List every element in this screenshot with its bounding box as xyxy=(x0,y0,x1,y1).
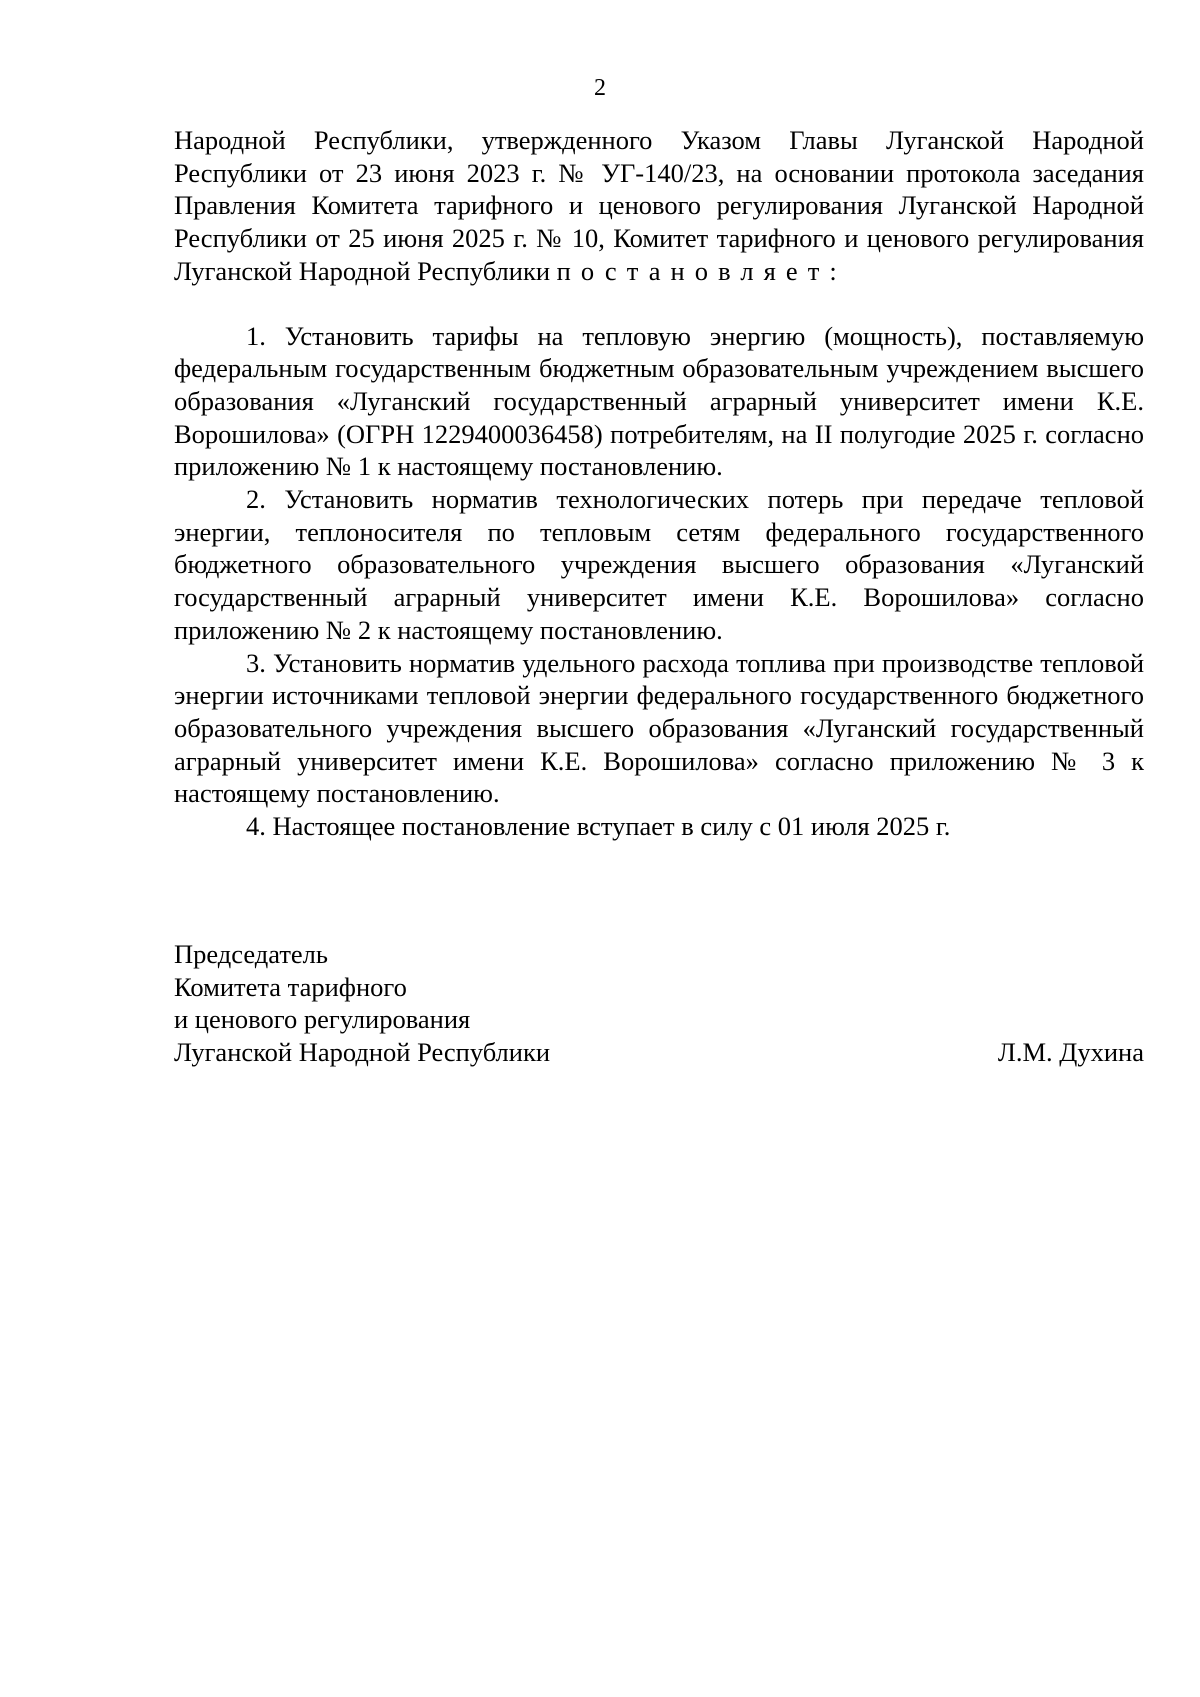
item-3: 3. Установить норматив удельного расхода топлива при производстве тепловой энергии источниками тепловой энергии федерального государственного бюджетного образовательного учреждения высшего образования «Луганский государственный аграрный университет имени К.Е. Ворошилова» согласно приложению № 3 к настоящему постановлению. xyxy=(174,647,1144,809)
signatory-title-line-2: Комитета тарифного xyxy=(174,971,407,1002)
signatory-title-line-1: Председатель xyxy=(174,939,328,969)
page-number: 2 xyxy=(594,75,606,101)
signatory-name: Л.М. Духина xyxy=(997,1037,1144,1068)
item-4: 4. Настоящее постановление вступает в силу с 01 июля 2025 г. xyxy=(246,811,951,842)
preamble-text: Народной Республики, утвержденного Указом Главы Луганской Народной Республики от 23 июня 2023 г. № УГ-140/23, на основании протокола заседания Правления Комитета тарифного и ценового регулирования Луганской Народной Республики от 25 июня 2025 г. № 10, Комитет тарифного и ценового регулирования Луганской Народной Республики xyxy=(174,125,1144,286)
preamble-paragraph xyxy=(174,124,1144,288)
document-body xyxy=(174,124,1144,843)
paragraph-gap xyxy=(174,288,1144,320)
signature-block xyxy=(174,938,1144,1069)
item-2: 2. Установить норматив технологических потерь при передаче тепловой энергии, теплоносителя по тепловым сетям федерального государственного бюджетного образовательного учреждения высшего образования «Луганский государственный аграрный университет имени К.Е. Ворошилова» согласно приложению № 2 к настоящему постановлению. xyxy=(174,484,1144,645)
signatory-last-row xyxy=(174,1036,1144,1069)
decree-word: постановляет: xyxy=(556,255,847,286)
signatory-title-line-3: и ценового регулирования xyxy=(174,1004,471,1035)
signatory-title-line-4: Луганской Народной Республики xyxy=(174,1037,551,1068)
item-1: 1. Установить тарифы на тепловую энергию (мощность), поставляемую федеральным государственным бюджетным образовательным учреждением высшего образования «Луганский государственный аграрный университет имени К.Е. Ворошилова» (ОГРН 1229400036458) потребителям, на II полугодие 2025 г. согласно приложению № 1 к настоящему постановлению. xyxy=(174,320,1144,482)
